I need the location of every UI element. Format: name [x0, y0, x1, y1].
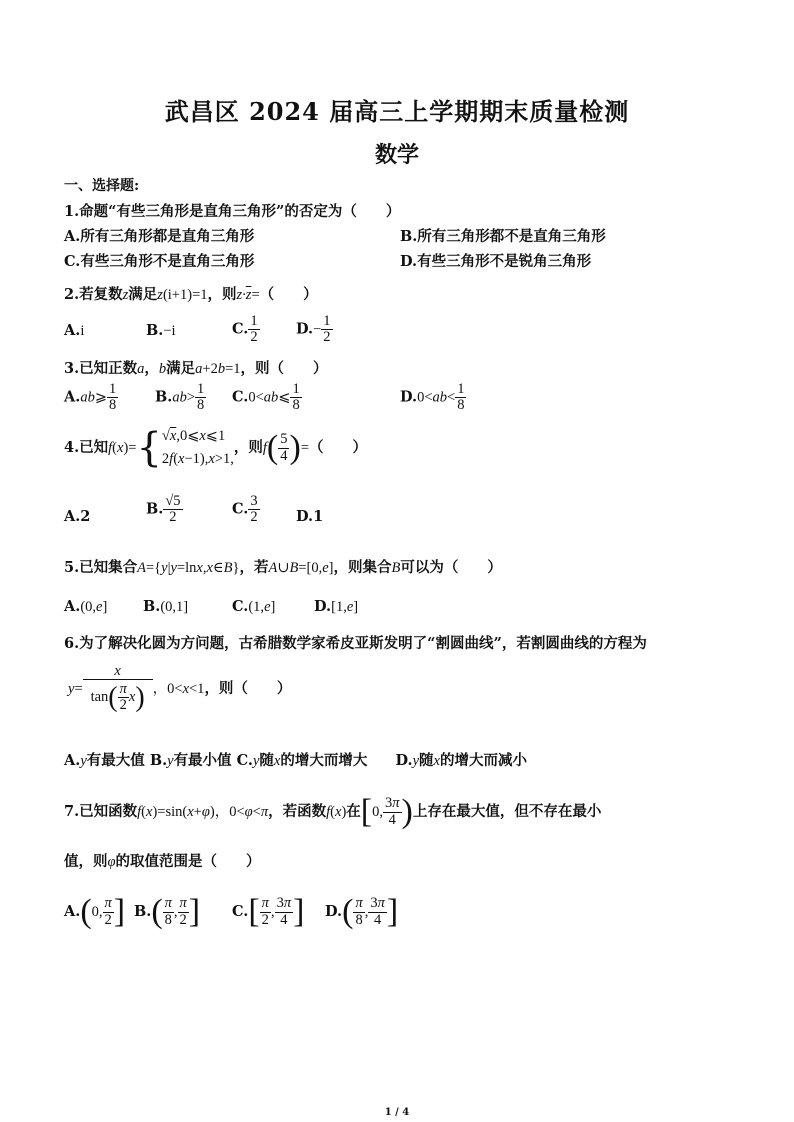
question-5-option-a: A.(0,e]: [64, 598, 108, 615]
question-1-option-a: A.所有三角形都是直角三角形: [64, 228, 255, 245]
question-5-option-b: B.(0,1]: [143, 598, 189, 615]
question-4-stem: 4.已知f(x)={ √x,0⩽x⩽1 2f(x−1),x>1, ，则f( $\frac{5}{4}$ )=（ ）: [64, 425, 367, 472]
question-6-equation: y= x tan( $\frac{\pi}{2}$ x) ，0<x<1，则（ ）: [68, 663, 292, 714]
question-2-stem: 2.若复数z满足z(i+1)=1，则$z\cdot\overline{z}=$（ ）: [64, 286, 318, 303]
question-2-option-b: B.−i: [146, 322, 176, 339]
question-2-option-a: A.i: [64, 322, 85, 339]
question-1-option-b: B.所有三角形都不是直角三角形: [400, 228, 606, 245]
page-number: 1 / 4: [384, 1107, 410, 1118]
question-7-option-a: A.(0, $\frac{\pi}{2}$ ]: [64, 893, 126, 930]
question-7-option-b: B.( $\frac{\pi}{8}$ , $\frac{\pi}{2}$ ]: [134, 893, 201, 930]
question-1-option-c: C.有些三角形不是直角三角形: [64, 253, 255, 270]
exam-title: 武昌区 2024 届高三上学期期末质量检测: [164, 97, 630, 126]
question-3-stem: 3.已知正数a，b满足a+2b=1，则（ ）: [64, 360, 328, 377]
question-3-option-d: D.0<ab< $\frac{1}{8}$: [400, 381, 465, 414]
question-3-option-a: A.ab⩾ $\frac{1}{8}$: [64, 381, 117, 414]
question-3-option-c: C.0<ab⩽ $\frac{1}{8}$: [232, 381, 300, 414]
question-2-option-d: D.− $\frac{1}{2}$: [296, 313, 331, 346]
question-4-option-d: D.1: [296, 508, 324, 525]
question-6-options: A.y有最大值 B.y有最小值 C.y随x的增大而增大 D.y随x的增大而减小: [64, 752, 527, 769]
question-7-stem-line2: 值，则φ的取值范围是（ ）: [64, 853, 261, 870]
question-4-option-a: A.2: [64, 508, 91, 525]
question-4-option-b: B. $\frac{√5}{2}$: [146, 493, 181, 526]
question-5-stem: 5.已知集合A={y|y=lnx,x∈B}，若A∪B=[0,e]，则集合B可以为（ ）: [64, 559, 502, 576]
question-6-stem-line1: 6.为了解决化圆为方问题，古希腊数学家希皮亚斯发明了“割圆曲线”，若割圆曲线的方程为: [64, 635, 647, 652]
question-5-option-d: D.[1,e]: [314, 598, 359, 615]
section-heading: 一、选择题:: [64, 178, 140, 194]
question-1-stem: 1.命题“有些三角形是直角三角形”的否定为（ ）: [64, 203, 401, 220]
question-2-option-c: C. $\frac{1}{2}$: [232, 313, 258, 346]
question-7-stem-line1: 7.已知函数f(x)=sin(x+φ)，0<φ<π，若函数f(x)在[0, $\frac{3\pi}{4}$ )上存在最大值，但不存在最小: [64, 793, 602, 830]
question-7-option-c: C.[ $\frac{\pi}{2}$ , $\frac{3\pi}{4}$ ]: [232, 893, 305, 930]
question-4-option-c: C. $\frac{3}{2}$: [232, 493, 258, 526]
question-5-option-c: C.(1,e]: [232, 598, 276, 615]
question-7-option-d: D.( $\frac{\pi}{8}$ , $\frac{3\pi}{4}$ ]: [325, 893, 399, 930]
question-3-option-b: B.ab> $\frac{1}{8}$: [155, 381, 205, 414]
question-1-option-d: D.有些三角形不是锐角三角形: [400, 253, 592, 270]
exam-subject: 数学: [374, 142, 419, 168]
